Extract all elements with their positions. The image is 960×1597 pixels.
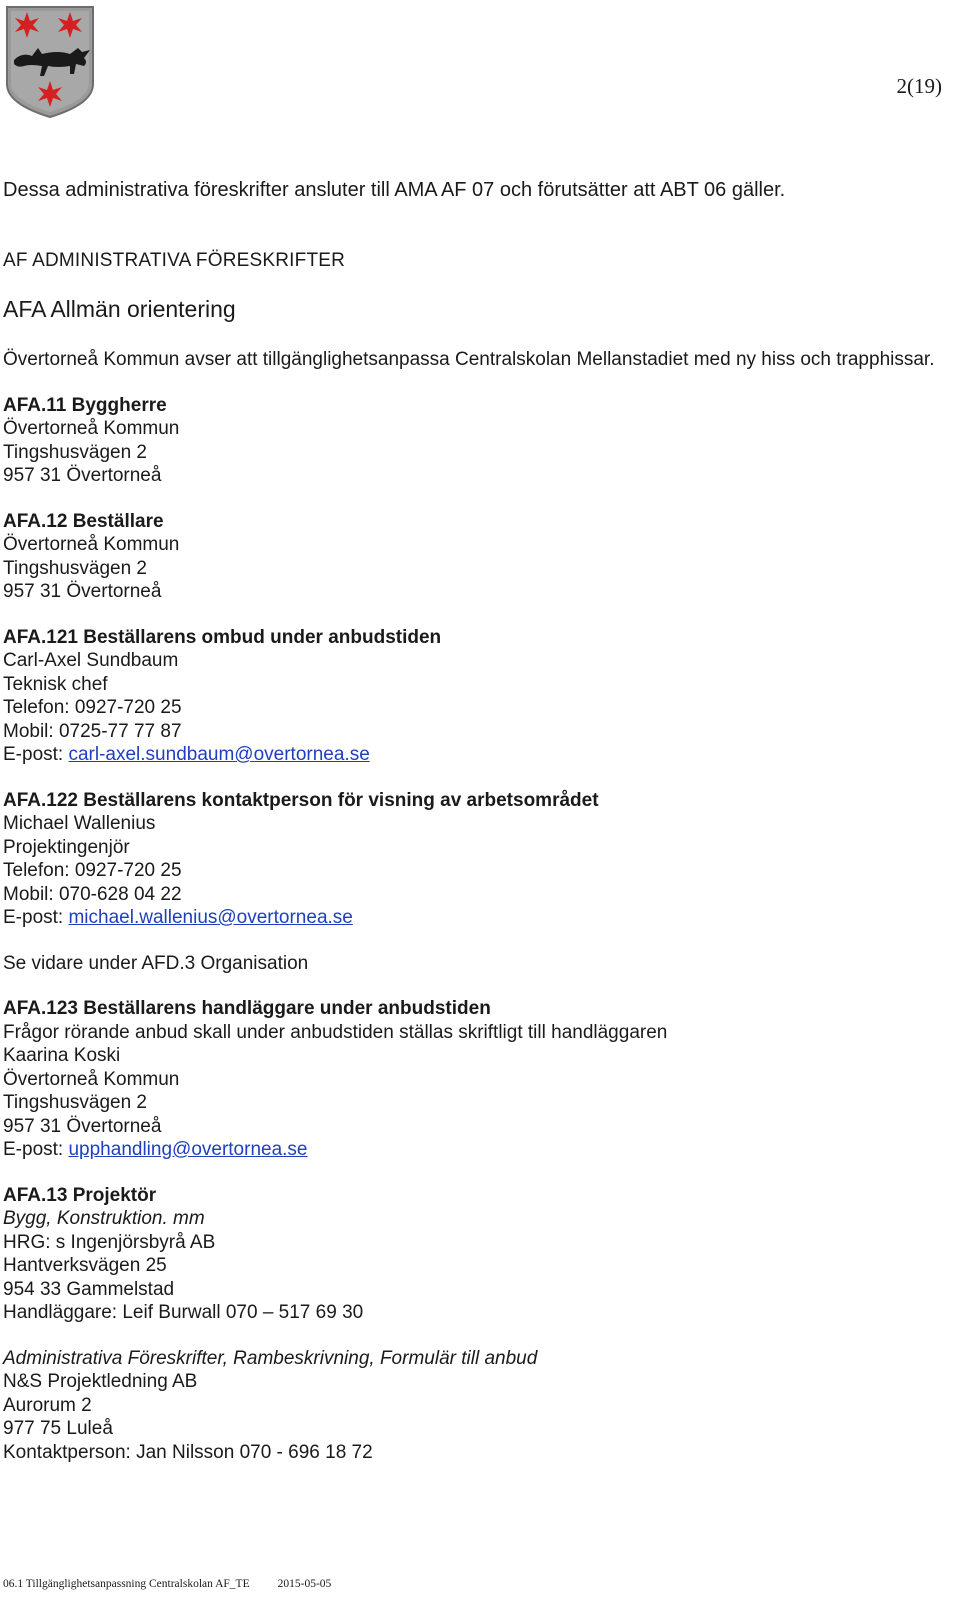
section-afa12: [3, 510, 943, 604]
contact-line: Kontaktperson: Jan Nilsson 070 - 696 18 72: [3, 1441, 373, 1463]
section-heading: AFA.11 Byggherre: [3, 394, 167, 416]
municipality-crest-logo: [4, 4, 96, 120]
address-line: Tingshusvägen 2: [3, 441, 148, 463]
contact-line: Frågor rörande anbud skall under anbudstiden ställas skriftligt till handläggaren: [3, 1021, 668, 1043]
contact-line: Mobil: 070-628 04 22: [3, 883, 182, 905]
section-heading: AFA.121 Beställarens ombud under anbudstiden: [3, 626, 442, 648]
email-line: [3, 1138, 943, 1162]
contact-line: Hantverksvägen 25: [3, 1255, 167, 1276]
contact-line: Kaarina Koski: [3, 1045, 121, 1066]
contact-line: Michael Wallenius: [3, 813, 156, 834]
contact-line: Aurorum 2: [3, 1394, 92, 1416]
section-afa121: [3, 626, 943, 767]
contact-line: Mobil: 0725-77 77 87: [3, 720, 182, 742]
af-title: AF ADMINISTRATIVA FÖRESKRIFTER: [3, 250, 346, 271]
section-afa122: [3, 789, 943, 930]
section-afa13: [3, 1184, 943, 1465]
contact-line: HRG: s Ingenjörsbyrå AB: [3, 1231, 216, 1253]
contact-line: N&S Projektledning AB: [3, 1371, 198, 1392]
orientation-paragraph: Övertorneå Kommun avser att tillgänglighetsanpassa Centralskolan Mellanstadiet med ny hiss och trapphissar.: [3, 349, 935, 370]
contact-line: Övertorneå Kommun: [3, 1068, 180, 1090]
section-heading: AFA.122 Beställarens kontaktperson för visning av arbetsområdet: [3, 789, 599, 811]
contact-line: Carl-Axel Sundbaum: [3, 650, 179, 671]
intro-paragraph: Dessa administrativa föreskrifter ansluter till AMA AF 07 och förutsätter att ABT 06 gäller.: [3, 179, 786, 201]
section-afa11: [3, 394, 943, 488]
projektor-group-title: Bygg, Konstruktion. mm: [3, 1208, 205, 1229]
email-link[interactable]: michael.wallenius@overtornea.se: [68, 907, 353, 928]
footer-document-name: 06.1 Tillgänglighetsanpassning Centralskolan AF_TE: [3, 1578, 250, 1590]
contact-line: Tingshusvägen 2: [3, 1092, 148, 1113]
email-label: E-post:: [3, 907, 69, 928]
email-link[interactable]: carl-axel.sundbaum@overtornea.se: [68, 744, 370, 765]
page-footer: [3, 1578, 331, 1590]
footer-date: 2015-05-05: [277, 1578, 332, 1590]
afa-title: AFA Allmän orientering: [3, 296, 236, 322]
address-line: 957 31 Övertorneå: [3, 581, 162, 602]
section-heading: AFA.12 Beställare: [3, 510, 164, 532]
contact-line: Telefon: 0927-720 25: [3, 697, 182, 718]
afd-reference: Se vidare under AFD.3 Organisation: [3, 952, 309, 974]
projektor-group-title: Administrativa Föreskrifter, Rambeskrivning, Formulär till anbud: [3, 1347, 538, 1369]
section-afa123: [3, 997, 943, 1162]
contact-line: Projektingenjör: [3, 836, 130, 858]
email-line: [3, 906, 943, 930]
contact-line: Handläggare: Leif Burwall 070 – 517 69 30: [3, 1302, 364, 1323]
section-heading: AFA.123 Beställarens handläggare under anbudstiden: [3, 998, 491, 1019]
page-number: 2(19): [896, 74, 942, 98]
email-label: E-post:: [3, 1139, 69, 1160]
address-line: 957 31 Övertorneå: [3, 465, 162, 486]
email-line: [3, 743, 943, 767]
contact-line: Teknisk chef: [3, 673, 108, 695]
address-line: Övertorneå Kommun: [3, 418, 180, 439]
contact-line: 977 75 Luleå: [3, 1418, 113, 1439]
email-label: E-post:: [3, 744, 69, 765]
contact-line: Telefon: 0927-720 25: [3, 860, 182, 881]
address-line: Övertorneå Kommun: [3, 534, 180, 555]
document-body: [3, 176, 943, 1464]
section-heading: AFA.13 Projektör: [3, 1184, 157, 1206]
email-link[interactable]: upphandling@overtornea.se: [68, 1139, 308, 1160]
address-line: Tingshusvägen 2: [3, 557, 148, 579]
contact-line: 954 33 Gammelstad: [3, 1278, 175, 1300]
contact-line: 957 31 Övertorneå: [3, 1115, 162, 1137]
